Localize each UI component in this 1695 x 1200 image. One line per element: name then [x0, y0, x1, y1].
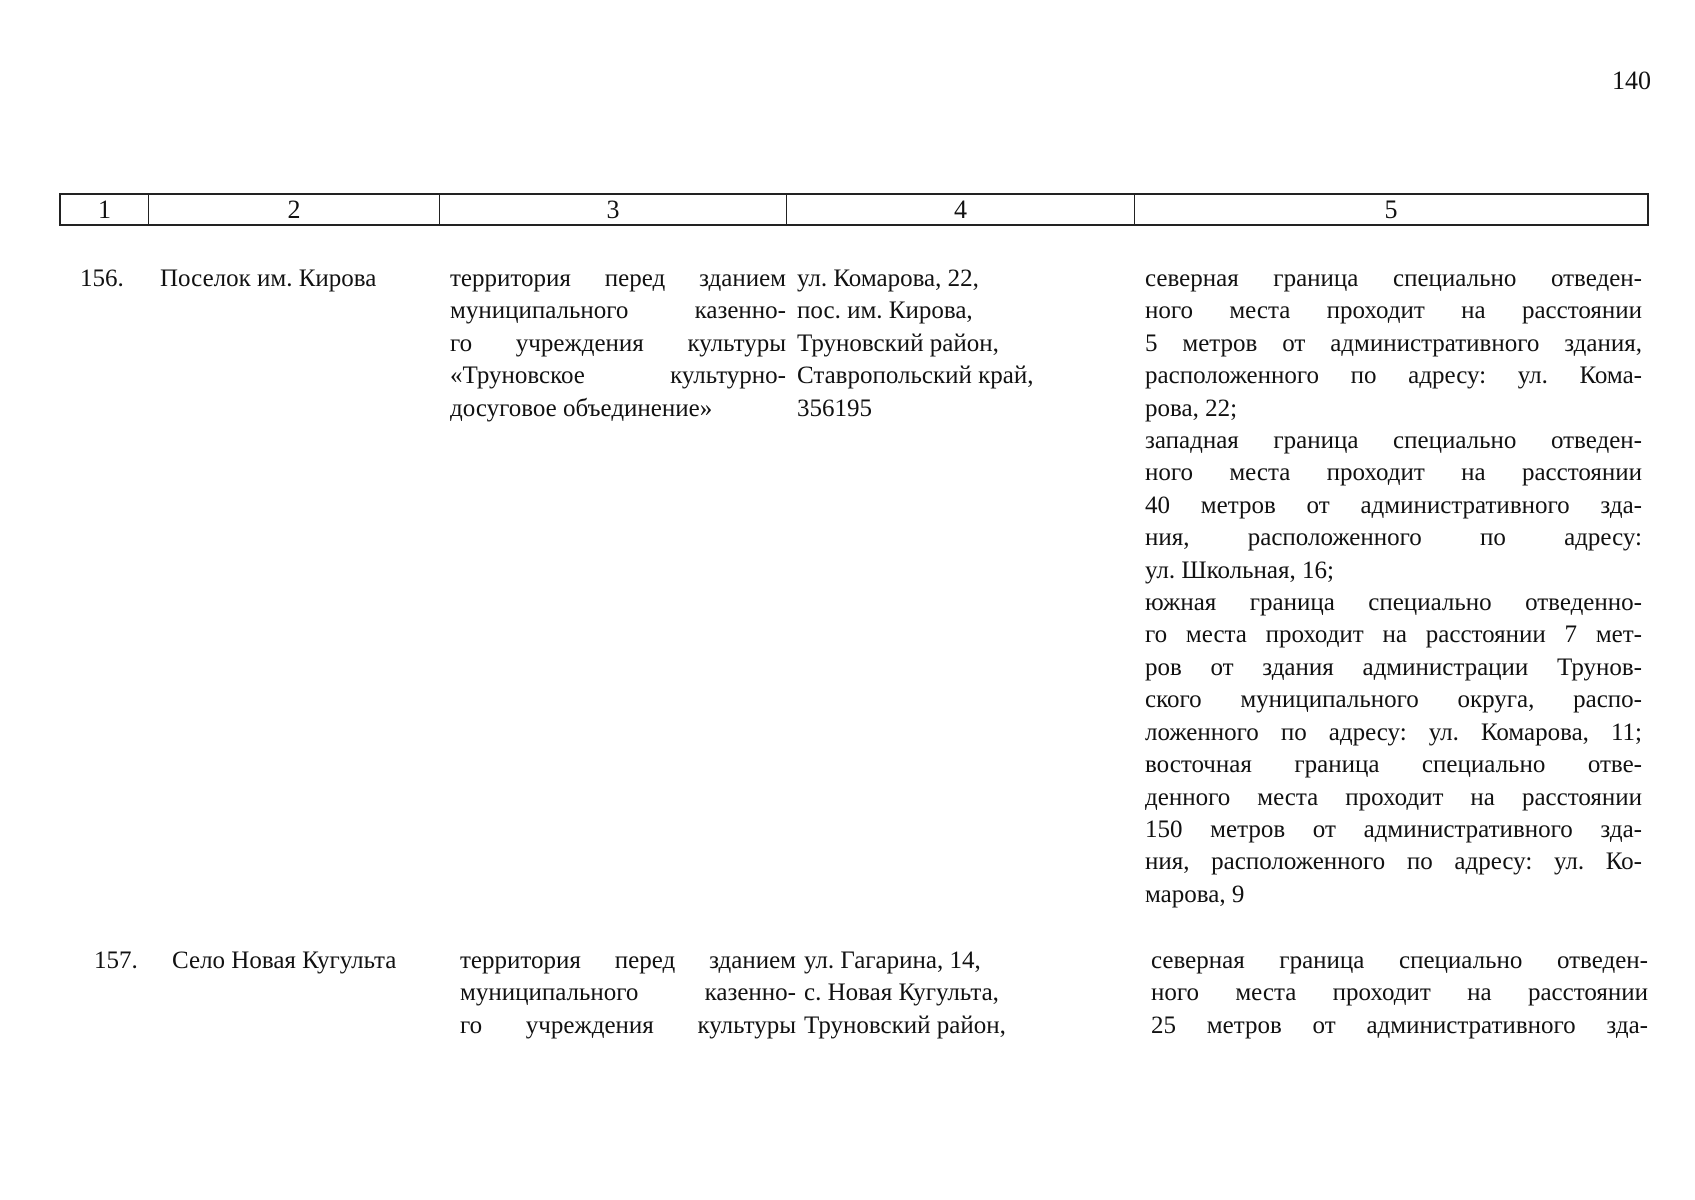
text-line: 356195: [797, 394, 872, 422]
location-description: [450, 263, 786, 425]
text-line: ул. Школьная, 16;: [1145, 556, 1334, 584]
text-line: территория перед зданием: [450, 265, 786, 292]
text-line: ложенного по адресу: ул. Комарова, 11;: [1145, 718, 1642, 746]
text-line: Труновский район,: [804, 1011, 1006, 1039]
settlement-name: Поселок им. Кирова: [160, 265, 377, 292]
header-cell-4: 4: [787, 195, 1135, 224]
address: [797, 263, 1087, 425]
text-line: Ставропольский край,: [797, 362, 1034, 390]
text-line: 40 метров от административного зда-: [1145, 491, 1642, 519]
text-line: западная граница специально отведен-: [1145, 427, 1642, 455]
text-line: ул. Гагарина, 14,: [804, 947, 981, 974]
text-line: го места проходит на расстоянии 7 мет-: [1145, 621, 1642, 649]
text-line: муниципального казенно-: [450, 297, 786, 325]
boundary-description: [1145, 263, 1642, 911]
text-line: го учреждения культуры: [450, 329, 786, 357]
text-line: северная граница специально отведен-: [1145, 265, 1642, 292]
header-cell-3: 3: [440, 195, 787, 224]
text-line: ния, расположенного по адресу:: [1145, 524, 1642, 552]
settlement-name: Село Новая Кугульта: [172, 947, 397, 974]
location-description: [460, 945, 796, 1042]
text-line: ния, расположенного по адресу: ул. Ко-: [1145, 848, 1642, 876]
row-number: 156.: [80, 265, 124, 292]
text-line: 5 метров от административного здания,: [1145, 329, 1642, 357]
header-cell-1: 1: [61, 195, 149, 224]
page-number: 140: [1612, 66, 1651, 95]
text-line: го учреждения культуры: [460, 1011, 796, 1039]
text-line: 150 метров от административного зда-: [1145, 815, 1642, 843]
table-header-row: [59, 193, 1649, 226]
text-line: ров от здания администрации Трунов-: [1145, 653, 1642, 681]
text-line: пос. им. Кирова,: [797, 297, 973, 325]
text-line: 25 метров от административного зда-: [1151, 1011, 1648, 1039]
text-line: марова, 9: [1145, 880, 1245, 908]
header-cell-2: 2: [149, 195, 440, 224]
text-line: с. Новая Кугульта,: [804, 979, 999, 1007]
text-line: досуговое объединение»: [450, 394, 713, 422]
boundary-description: [1151, 945, 1648, 1042]
text-line: муниципального казенно-: [460, 979, 796, 1007]
text-line: ного места проходит на расстоянии: [1151, 979, 1648, 1007]
text-line: денного места проходит на расстоянии: [1145, 783, 1642, 811]
address: [804, 945, 1094, 1042]
text-line: ного места проходит на расстоянии: [1145, 297, 1642, 325]
text-line: южная граница специально отведенно-: [1145, 589, 1642, 617]
text-line: рова, 22;: [1145, 394, 1238, 422]
text-line: северная граница специально отведен-: [1151, 947, 1648, 974]
text-line: ного места проходит на расстоянии: [1145, 459, 1642, 487]
text-line: расположенного по адресу: ул. Кома-: [1145, 362, 1642, 390]
text-line: «Труновское культурно-: [450, 362, 786, 390]
text-line: ского муниципального округа, распо-: [1145, 686, 1642, 714]
header-cell-5: 5: [1384, 195, 1398, 224]
text-line: восточная граница специально отве-: [1145, 751, 1642, 779]
row-number: 157.: [94, 947, 138, 974]
text-line: ул. Комарова, 22,: [797, 265, 979, 292]
text-line: территория перед зданием: [460, 947, 796, 974]
text-line: Труновский район,: [797, 329, 999, 357]
